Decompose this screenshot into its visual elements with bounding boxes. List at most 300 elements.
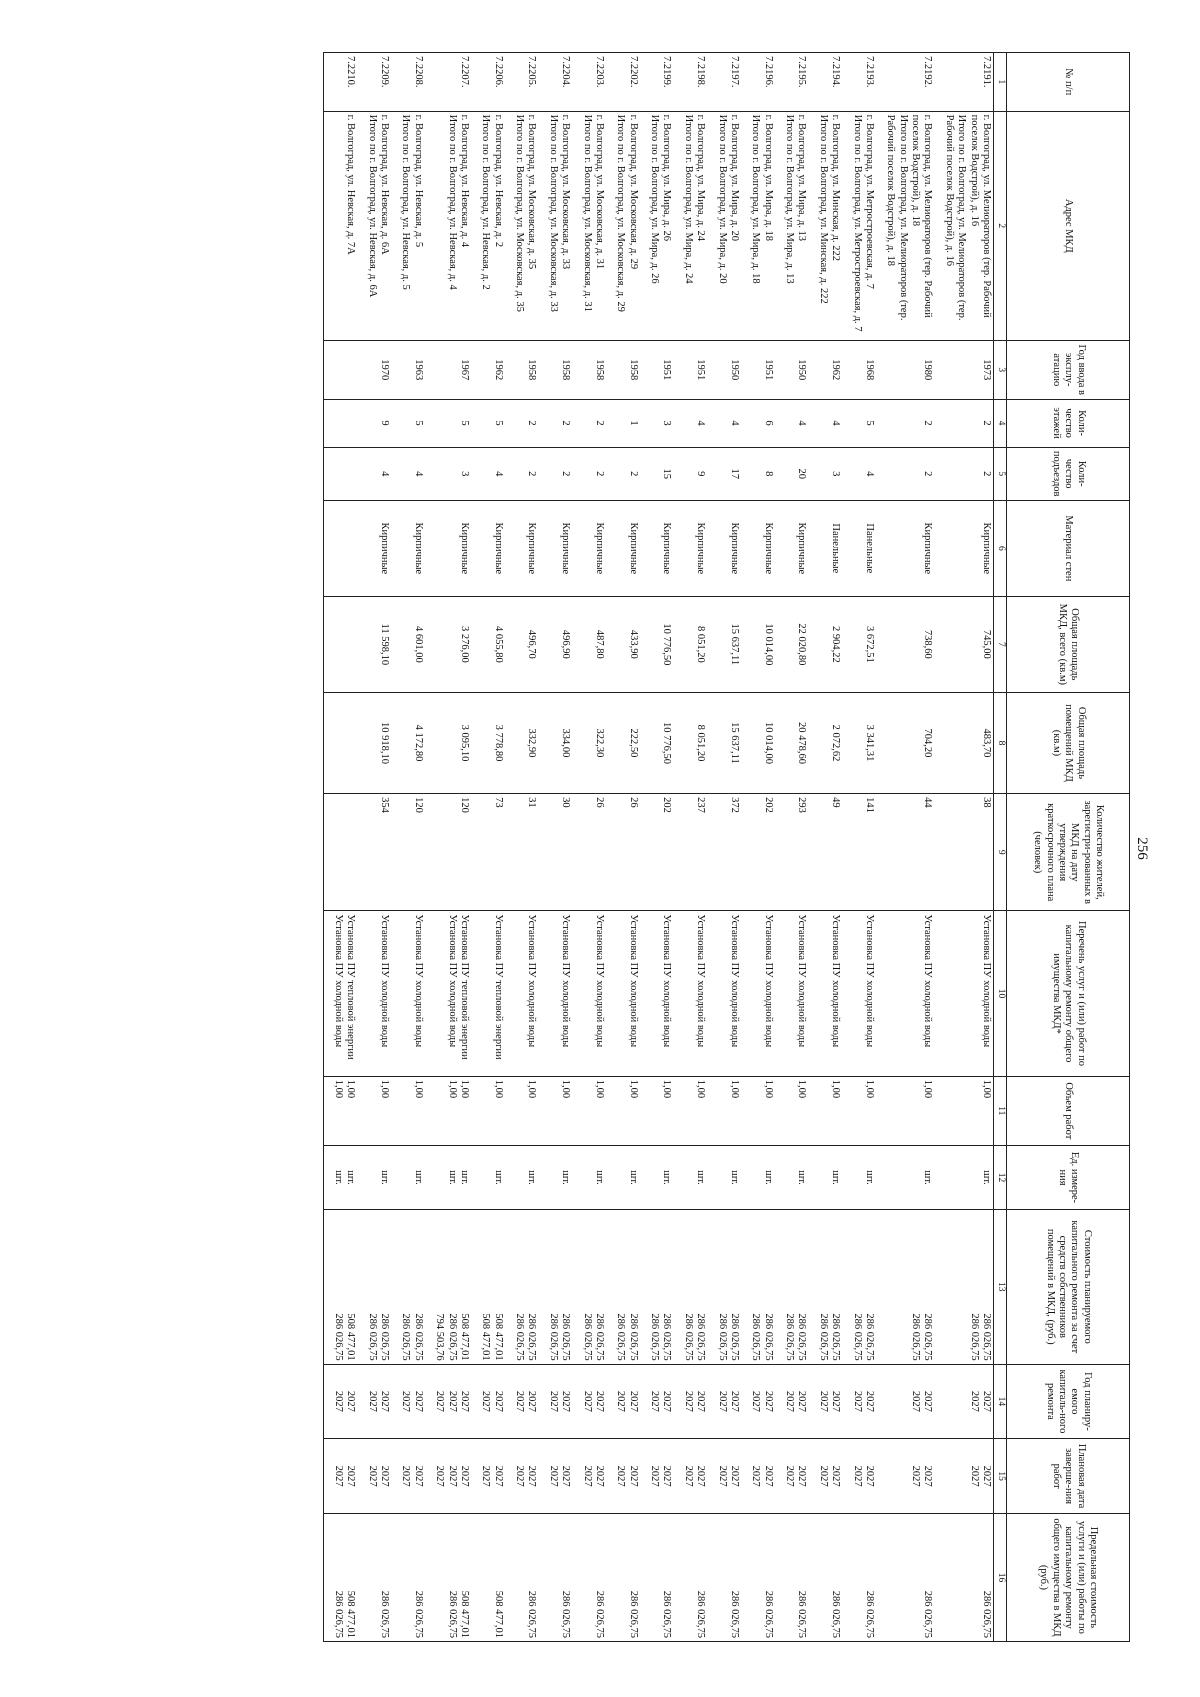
row-number-value: 7.2193.: [864, 56, 875, 88]
planned-year-value: 2027: [526, 1390, 538, 1412]
unit-value: шт.: [560, 1170, 572, 1185]
address-cell: [391, 111, 425, 340]
area-total: [505, 596, 539, 692]
limit-cost: [707, 1513, 741, 1641]
year-built: [707, 340, 741, 399]
repair-cost: [640, 1209, 674, 1364]
area-premises: [539, 692, 573, 793]
repair-cost: [505, 1209, 539, 1364]
work-volume: [357, 1076, 391, 1145]
end-date-value: 2027: [333, 1465, 344, 1487]
planned-year-value: 2027: [968, 1390, 980, 1412]
column-header: Общая площадь МКД, всего (кв.м): [1007, 596, 1130, 692]
residents: [640, 794, 674, 911]
residents: [935, 794, 994, 911]
address-cell: [707, 111, 741, 340]
repair-cost: [391, 1209, 425, 1364]
unit: [391, 1146, 425, 1210]
address-cell-value: Итого по г. Волгоград, ул. Московская, д. 33: [547, 114, 559, 312]
year-built-value: 1950: [729, 359, 740, 381]
column-number: 10: [994, 911, 1007, 1076]
end-date-value: 2027: [492, 1465, 504, 1487]
limit-cost-value: 286 026,75: [864, 1590, 875, 1638]
planned-year-value: 2027: [796, 1390, 808, 1412]
year-built: [842, 340, 876, 399]
year-built: [741, 340, 775, 399]
column-number: 16: [994, 1513, 1007, 1641]
address-cell-value: Итого по г. Волгоград, ул. Мелиораторов (тер. Рабочий поселок Водстрой), д. 16: [943, 114, 968, 321]
area-premises-value: 483,70: [981, 728, 992, 758]
table-row: [323, 53, 357, 1642]
repair-cost: [775, 1209, 809, 1364]
repair-cost-value: 286 026,75: [750, 1313, 762, 1361]
residents: [876, 794, 935, 911]
limit-cost-value: 286 026,75: [796, 1590, 808, 1638]
column-header: Предельная стоимость услуги и (или) работы по капитальному ремонту общего имущества в МКД (руб.): [1007, 1513, 1130, 1641]
address-cell-value: г. Волгоград, ул. Московская, д. 29: [627, 114, 639, 270]
area-premises-value: 10 918,10: [379, 721, 391, 764]
unit-value: шт.: [526, 1170, 538, 1185]
planned-year-value: 2027: [547, 1390, 559, 1412]
residents-value: 73: [492, 797, 504, 808]
unit: [471, 1146, 505, 1210]
column-header: Коли-чество подъездов: [1007, 447, 1130, 500]
column-number: 7: [994, 596, 1007, 692]
end-date-value: 2027: [649, 1465, 661, 1487]
end-date: [606, 1439, 640, 1514]
work-volume: [425, 1076, 471, 1145]
address-cell: [809, 111, 843, 340]
table-row: [539, 53, 573, 1642]
floors: [842, 399, 876, 447]
area-total: [842, 596, 876, 692]
end-date-value: 2027: [627, 1465, 639, 1487]
limit-cost-value: 286 026,75: [412, 1590, 424, 1638]
end-date: [809, 1439, 843, 1514]
table-row: [391, 53, 425, 1642]
end-date-value: 2027: [661, 1465, 673, 1487]
work-volume: [640, 1076, 674, 1145]
column-header: № п/п: [1007, 53, 1130, 112]
unit: [842, 1146, 876, 1210]
year-built: [876, 340, 935, 399]
floors: [876, 399, 935, 447]
wall-material-value: Кирпичные: [492, 522, 504, 575]
capital-repair-table: [323, 52, 1130, 1642]
address-cell: [505, 111, 539, 340]
end-date: [741, 1439, 775, 1514]
repair-cost-value: 286 026,75: [366, 1313, 378, 1361]
floors-value: 4: [796, 420, 808, 426]
area-premises: [357, 692, 391, 793]
entrances: [471, 447, 505, 500]
planned-year: [425, 1364, 471, 1439]
year-built-value: 1950: [796, 359, 808, 381]
unit: [935, 1146, 994, 1210]
limit-cost: [935, 1513, 994, 1641]
unit-value: шт.: [922, 1170, 934, 1185]
end-date: [707, 1439, 741, 1514]
work-list: [640, 911, 674, 1076]
area-total-value: 11 598,10: [379, 623, 391, 666]
work-list-value: Установка ПУ холодной воды: [661, 914, 673, 1048]
residents-value: 30: [560, 797, 572, 808]
work-volume-value: 1,00: [922, 1079, 934, 1099]
address-cell: [640, 111, 674, 340]
area-premises-value: 3 095,10: [459, 724, 470, 762]
planned-year-value: 2027: [379, 1390, 391, 1412]
limit-cost: [809, 1513, 843, 1641]
unit: [640, 1146, 674, 1210]
work-list: [775, 911, 809, 1076]
limit-cost: [640, 1513, 674, 1641]
area-premises: [505, 692, 539, 793]
table-row: [471, 53, 505, 1642]
planned-year-value: 2027: [864, 1390, 875, 1412]
unit-value: шт.: [864, 1170, 875, 1185]
area-premises: [809, 692, 843, 793]
limit-cost: [775, 1513, 809, 1641]
end-date-value: 2027: [615, 1465, 627, 1487]
work-list: [391, 911, 425, 1076]
repair-cost: [357, 1209, 391, 1364]
area-total-value: 496,90: [560, 629, 572, 659]
repair-cost: [842, 1209, 876, 1364]
wall-material: [471, 500, 505, 596]
work-volume-value: 1,00: [864, 1079, 875, 1099]
area-premises: [842, 692, 876, 793]
row-number: [707, 53, 741, 112]
work-list-value: Установка ПУ холодной воды: [594, 914, 605, 1048]
address-cell-value: г. Волгоград, ул. Мира, д. 20: [729, 114, 740, 241]
wall-material: [741, 500, 775, 596]
column-number: 11: [994, 1076, 1007, 1145]
wall-material: [357, 500, 391, 596]
floors-value: 1: [627, 420, 639, 426]
column-number: 15: [994, 1439, 1007, 1514]
end-date-value: 2027: [922, 1465, 934, 1487]
residents-value: 26: [627, 797, 639, 808]
address-cell: [357, 111, 391, 340]
residents-value: 120: [412, 797, 424, 813]
end-date-value: 2027: [750, 1465, 762, 1487]
area-premises: [640, 692, 674, 793]
year-built-value: 1958: [594, 359, 605, 381]
work-list-value: Установка ПУ холодной воды: [526, 914, 538, 1048]
floors-value: 2: [922, 420, 934, 426]
end-date: [471, 1439, 505, 1514]
unit-value: шт.: [762, 1170, 774, 1185]
address-cell-value: Итого по г. Волгоград, ул. Невская, д. 4: [446, 114, 458, 290]
end-date-value: 2027: [851, 1465, 863, 1487]
address-cell-value: Итого по г. Волгоград, ул. Московская, д. 31: [581, 114, 593, 312]
end-date-value: 2027: [345, 1465, 357, 1487]
end-date-value: 2027: [981, 1465, 992, 1487]
limit-cost-value: 508 477,01: [345, 1590, 357, 1638]
planned-year: [674, 1364, 708, 1439]
year-built-value: 1951: [661, 359, 673, 381]
planned-year: [539, 1364, 573, 1439]
row-number-value: 7.2195.: [796, 56, 808, 88]
entrances-value: 2: [560, 471, 572, 477]
area-premises: [606, 692, 640, 793]
repair-cost-value: 508 477,01: [480, 1313, 492, 1361]
address-cell-value: Итого по г. Волгоград, ул. Невская, д. 5: [400, 114, 412, 290]
address-cell-value: г. Волгоград, ул. Мира, д. 18: [762, 114, 774, 241]
floors-value: 4: [830, 420, 842, 426]
limit-cost: [357, 1513, 391, 1641]
limit-cost-value: 286 026,75: [526, 1590, 538, 1638]
entrances-value: 2: [594, 471, 605, 477]
area-total: [471, 596, 505, 692]
planned-year-value: 2027: [333, 1390, 344, 1412]
address-cell-value: г. Волгоград, ул. Мелиораторов (тер. Рабочий поселок Водстрой), д. 18: [910, 114, 934, 318]
end-date: [775, 1439, 809, 1514]
planned-year-value: 2027: [682, 1390, 694, 1412]
end-date-value: 2027: [695, 1465, 707, 1487]
address-cell-value: г. Волгоград, ул. Метростроевская, д. 7: [864, 114, 875, 289]
work-volume: [539, 1076, 573, 1145]
column-header: Материал стен: [1007, 500, 1130, 596]
entrances: [391, 447, 425, 500]
repair-cost-value: 508 477,01: [492, 1313, 504, 1361]
entrances: [842, 447, 876, 500]
work-list-value: Установка ПУ тепловой энергии: [459, 914, 470, 1060]
planned-year-value: 2027: [400, 1390, 412, 1412]
floors: [640, 399, 674, 447]
year-built: [505, 340, 539, 399]
area-total-value: 22 020,80: [796, 623, 808, 666]
wall-material: [775, 500, 809, 596]
row-number: [539, 53, 573, 112]
area-total-value: 433,90: [627, 629, 639, 659]
address-cell-value: Итого по г. Волгоград, ул. Мира, д. 13: [784, 114, 796, 284]
unit: [707, 1146, 741, 1210]
year-built: [572, 340, 606, 399]
end-date: [505, 1439, 539, 1514]
planned-year: [707, 1364, 741, 1439]
work-list-value: Установка ПУ тепловой энергии: [345, 914, 357, 1060]
unit-value: шт.: [412, 1170, 424, 1185]
unit: [741, 1146, 775, 1210]
wall-material-value: Кирпичные: [729, 522, 740, 575]
column-number: 4: [994, 399, 1007, 447]
header-row: [1007, 53, 1130, 1642]
address-cell-value: г. Волгоград, ул. Невская, д. 2: [492, 114, 504, 248]
planned-year-value: 2027: [366, 1390, 378, 1412]
area-premises: [674, 692, 708, 793]
row-number: [876, 53, 935, 112]
end-date-value: 2027: [366, 1465, 378, 1487]
row-number: [471, 53, 505, 112]
row-number-value: 7.2207.: [459, 56, 470, 88]
area-premises-value: 8 051,20: [695, 724, 707, 762]
end-date-value: 2027: [446, 1465, 458, 1487]
limit-cost-value: 286 026,75: [762, 1590, 774, 1638]
row-number: [935, 53, 994, 112]
entrances: [572, 447, 606, 500]
entrances: [357, 447, 391, 500]
end-date-value: 2027: [514, 1465, 526, 1487]
limit-cost-value: 286 026,75: [560, 1590, 572, 1638]
planned-year-value: 2027: [615, 1390, 627, 1412]
floors-value: 5: [412, 420, 424, 426]
unit-value: шт.: [459, 1170, 470, 1185]
row-number: [741, 53, 775, 112]
residents-value: 38: [981, 797, 992, 808]
row-number: [505, 53, 539, 112]
wall-material: [876, 500, 935, 596]
column-number: 14: [994, 1364, 1007, 1439]
entrances-value: 4: [492, 471, 504, 477]
column-header: Количество жителей, зарегистри-рованных в МКД на дату утверждения краткосрочного плана (человек): [1007, 794, 1130, 911]
work-volume: [876, 1076, 935, 1145]
row-number: [809, 53, 843, 112]
wall-material-value: Панельные: [864, 523, 875, 574]
area-total-value: 8 051,20: [695, 625, 707, 663]
area-premises: [471, 692, 505, 793]
floors-value: 2: [594, 420, 605, 426]
floors-value: 6: [762, 420, 774, 426]
year-built-value: 1962: [492, 359, 504, 381]
column-number-row: [994, 53, 1007, 1642]
wall-material-value: Панельные: [830, 523, 842, 574]
entrances: [505, 447, 539, 500]
work-list: [471, 911, 505, 1076]
address-cell-value: Итого по г. Волгоград, ул. Мира, д. 24: [682, 114, 694, 284]
end-date-value: 2027: [412, 1465, 424, 1487]
area-total-value: 745,00: [981, 629, 992, 659]
end-date-value: 2027: [716, 1465, 728, 1487]
column-header: Ед. измере-ния: [1007, 1146, 1130, 1210]
residents-value: 354: [379, 797, 391, 813]
unit: [572, 1146, 606, 1210]
work-list: [606, 911, 640, 1076]
work-volume: [323, 1076, 357, 1145]
address-cell-value: г. Волгоград, ул. Невская, д. 5: [412, 114, 424, 248]
row-number-value: 7.2194.: [830, 56, 842, 88]
planned-year-value: 2027: [729, 1390, 740, 1412]
residents-value: 293: [796, 797, 808, 813]
end-date: [935, 1439, 994, 1514]
end-date-value: 2027: [400, 1465, 412, 1487]
repair-cost-value: 286 026,75: [412, 1313, 424, 1361]
end-date-value: 2027: [547, 1465, 559, 1487]
year-built: [391, 340, 425, 399]
year-built: [935, 340, 994, 399]
planned-year-value: 2027: [480, 1390, 492, 1412]
year-built: [606, 340, 640, 399]
work-volume-value: 1,00: [526, 1079, 538, 1099]
area-total-value: 487,80: [594, 629, 605, 659]
floors: [539, 399, 573, 447]
residents: [572, 794, 606, 911]
row-number: [572, 53, 606, 112]
wall-material-value: Кирпичные: [922, 522, 934, 575]
planned-year: [357, 1364, 391, 1439]
repair-cost: [539, 1209, 573, 1364]
row-number: [323, 53, 357, 112]
repair-cost-value: 794 503,76: [434, 1313, 446, 1361]
entrances-value: 4: [379, 471, 391, 477]
end-date: [876, 1439, 935, 1514]
work-list: [842, 911, 876, 1076]
floors: [741, 399, 775, 447]
end-date: [640, 1439, 674, 1514]
row-number: [606, 53, 640, 112]
entrances-value: 2: [922, 471, 934, 477]
work-volume-value: 1,00: [492, 1079, 504, 1099]
work-list: [876, 911, 935, 1076]
repair-cost: [572, 1209, 606, 1364]
area-total: [357, 596, 391, 692]
end-date-value: 2027: [817, 1465, 829, 1487]
work-volume-value: 1,00: [446, 1079, 458, 1099]
limit-cost: [876, 1513, 935, 1641]
year-built: [425, 340, 471, 399]
unit: [876, 1146, 935, 1210]
unit-value: шт.: [345, 1170, 357, 1185]
wall-material: [539, 500, 573, 596]
area-total: [391, 596, 425, 692]
year-built: [674, 340, 708, 399]
work-list-value: Установка ПУ холодной воды: [796, 914, 808, 1048]
wall-material: [425, 500, 471, 596]
entrances: [809, 447, 843, 500]
end-date-value: 2027: [526, 1465, 538, 1487]
work-volume: [391, 1076, 425, 1145]
table-row: [674, 53, 708, 1642]
table-row: [707, 53, 741, 1642]
row-number-value: 7.2209.: [379, 56, 391, 88]
address-cell-value: Итого по г. Волгоград, ул. Мира, д. 20: [716, 114, 728, 284]
repair-cost: [707, 1209, 741, 1364]
unit-value: шт.: [830, 1170, 842, 1185]
area-premises: [935, 692, 994, 793]
end-date: [572, 1439, 606, 1514]
wall-material-value: Кирпичные: [981, 522, 992, 575]
area-total: [539, 596, 573, 692]
floors: [775, 399, 809, 447]
limit-cost: [674, 1513, 708, 1641]
entrances: [674, 447, 708, 500]
planned-year: [935, 1364, 994, 1439]
entrances-value: 15: [661, 468, 673, 479]
work-volume-value: 1,00: [729, 1079, 740, 1099]
end-date-value: 2027: [682, 1465, 694, 1487]
work-list-value: Установка ПУ холодной воды: [333, 914, 344, 1048]
address-cell-value: Итого по г. Волгоград, ул. Метростроевская, д. 7: [851, 114, 863, 332]
address-cell: [323, 111, 357, 340]
wall-material-value: Кирпичные: [379, 522, 391, 575]
work-volume-value: 1,00: [695, 1079, 707, 1099]
residents: [323, 794, 357, 911]
work-volume-value: 1,00: [345, 1079, 357, 1099]
planned-year: [323, 1364, 357, 1439]
repair-cost-value: 286 026,75: [649, 1313, 661, 1361]
repair-cost: [935, 1209, 994, 1364]
planned-year-value: 2027: [981, 1390, 992, 1412]
planned-year-value: 2027: [446, 1390, 458, 1412]
wall-material-value: Кирпичные: [459, 522, 470, 575]
planned-year: [809, 1364, 843, 1439]
unit: [425, 1146, 471, 1210]
limit-cost: [572, 1513, 606, 1641]
area-total-value: 4 055,80: [492, 625, 504, 663]
work-list: [935, 911, 994, 1076]
planned-year-value: 2027: [345, 1390, 357, 1412]
wall-material: [505, 500, 539, 596]
